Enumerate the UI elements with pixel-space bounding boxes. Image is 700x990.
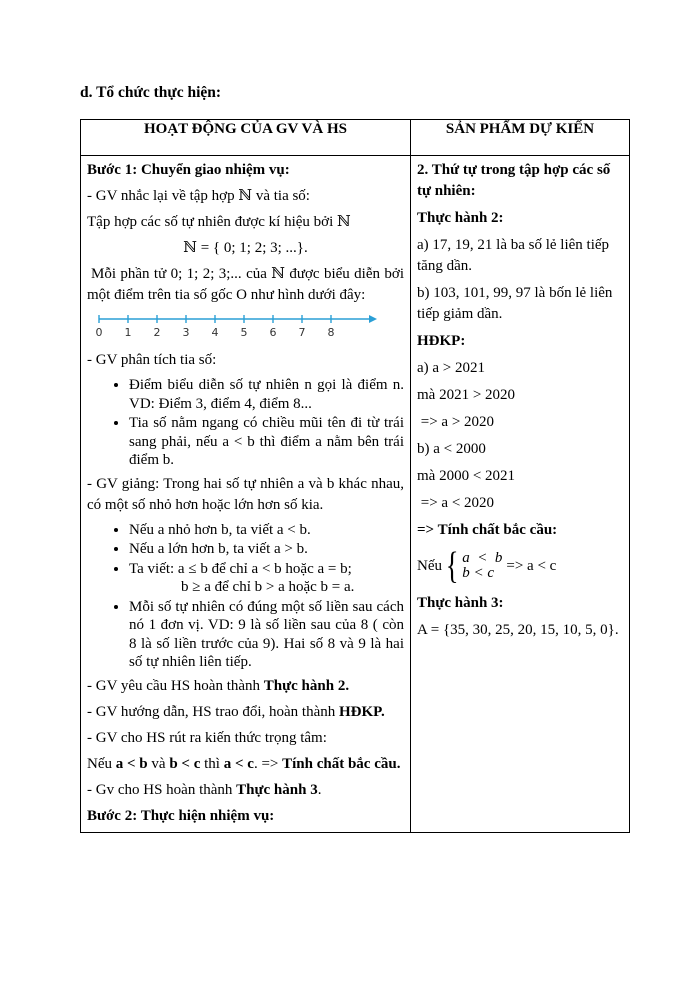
set-n-definition: ℕ = { 0; 1; 2; 3; ...}. [183, 240, 308, 256]
list-item: • Điểm biểu diễn số tự nhiên n gọi là điểm n. VD: Điểm 3, điểm 4, điểm 8... [129, 376, 404, 413]
number-line-label: 1 [124, 326, 132, 339]
list-item: • Tia số nằm ngang có chiều mũi tên đi từ trái sang phải, nếu a < b thì điểm a nằm bên trái điểm b. [129, 414, 404, 470]
number-line-label: 4 [211, 326, 219, 339]
step2-heading: Bước 2: Thực hiện nhiệm vụ: [87, 807, 275, 824]
number-line-label: 8 [327, 326, 335, 339]
list-item: • Nếu a lớn hơn b, ta viết a > b. [129, 540, 404, 559]
arrow-icon [369, 315, 377, 323]
table-content-row [81, 156, 630, 833]
header-expected-product: SẢN PHẨM DỰ KIẾN [411, 120, 630, 156]
section-title: d. Tổ chức thực hiện: [80, 84, 222, 101]
transitive-heading: => Tính chất bắc cầu: [417, 522, 558, 538]
hdkp-heading: HĐKP: [417, 333, 466, 349]
paragraph: - GV giảng: Trong hai số tự nhiên a và b khác nhau, có một số nhỏ hơn hoặc lớn hơn số kia. [87, 475, 404, 513]
hdkp-line: mà 2000 < 2021 [417, 468, 516, 484]
number-line-label: 6 [269, 326, 277, 339]
step1-heading: Bước 1: Chuyển giao nhiệm vụ: [87, 162, 290, 178]
list-item-text: Ta viết: a ≤ b để chỉ a < b hoặc a = b; [129, 560, 352, 577]
header-teacher-student: HOẠT ĐỘNG CỦA GV VÀ HS [81, 120, 411, 156]
list-item: • Nếu a nhỏ hơn b, ta viết a < b. [129, 521, 404, 540]
paragraph: - GV phân tích tia số: [87, 352, 217, 368]
transitive-system [417, 547, 623, 585]
section-heading: 2. Thứ tự trong tập hợp các số tự nhiên: [417, 162, 611, 199]
number-line-label: 5 [240, 326, 248, 339]
paragraph: - GV hướng dẫn, HS trao đổi, hoàn thành HĐKP. [87, 703, 385, 720]
system-row: b < c [462, 565, 495, 581]
number-line-label: 0 [95, 326, 103, 339]
number-line [97, 311, 377, 339]
answer-b: b) 103, 101, 99, 97 là bốn lẻ liên tiếp giảm dần. [417, 285, 613, 322]
hdkp-line: => a < 2020 [417, 495, 495, 511]
number-line-label: 2 [153, 326, 161, 339]
hdkp-line: mà 2021 > 2020 [417, 387, 516, 403]
paragraph: - Gv cho HS hoàn thành Thực hành 3. [87, 781, 322, 798]
number-line-figure [97, 311, 404, 344]
transitive-rule: Nếu a < b và b < c thì a < c. => Tính chất bắc cầu. [87, 755, 401, 772]
paragraph: Tập hợp các số tự nhiên được kí hiệu bởi ℕ [87, 214, 351, 230]
activity-cell [81, 156, 411, 833]
paragraph: - GV yêu cầu HS hoàn thành Thực hành 2. [87, 677, 350, 694]
practice-3-heading: Thực hành 3: [417, 595, 504, 611]
bullet-list-1 [87, 376, 404, 470]
bullet-list-2 [87, 521, 404, 672]
paragraph: - GV nhắc lại về tập hợp ℕ và tia số: [87, 188, 310, 204]
conclusion: => a < c [506, 557, 557, 574]
paragraph: Mỗi phần tử 0; 1; 2; 3;... của ℕ được biểu diễn bởi một điểm trên tia số gốc O như hình dưới đây: [87, 266, 404, 303]
practice-2-heading: Thực hành 2: [417, 210, 504, 226]
hdkp-line: a) a > 2021 [417, 360, 486, 376]
table-header-row [81, 120, 630, 156]
paragraph: - GV cho HS rút ra kiến thức trọng tâm: [87, 729, 327, 746]
list-item [129, 560, 404, 597]
if-label: Nếu [417, 557, 442, 574]
product-cell [411, 156, 630, 833]
hdkp-line: => a > 2020 [417, 414, 495, 430]
system-row: a < b [462, 550, 503, 566]
list-item: • Mỗi số tự nhiên có đúng một số liền sau cách nó 1 đơn vị. VD: 9 là số liền sau của 8 ( còn 8 là số liền trước của 9). Hai số 8 và 9 là hai số tự nhiên liên tiếp. [129, 598, 404, 672]
list-item-continuation: b ≥ a để chỉ b > a hoặc b = a. [181, 579, 355, 595]
hdkp-line: b) a < 2000 [417, 441, 486, 457]
activity-table [80, 119, 630, 833]
brace-icon: { [445, 545, 459, 587]
number-line-label: 3 [182, 326, 190, 339]
answer-a: a) 17, 19, 21 là ba số lẻ liên tiếp tăng dần. [417, 237, 610, 274]
number-line-label: 7 [298, 326, 306, 339]
set-a-answer: A = {35, 30, 25, 20, 15, 10, 5, 0}. [417, 622, 619, 638]
